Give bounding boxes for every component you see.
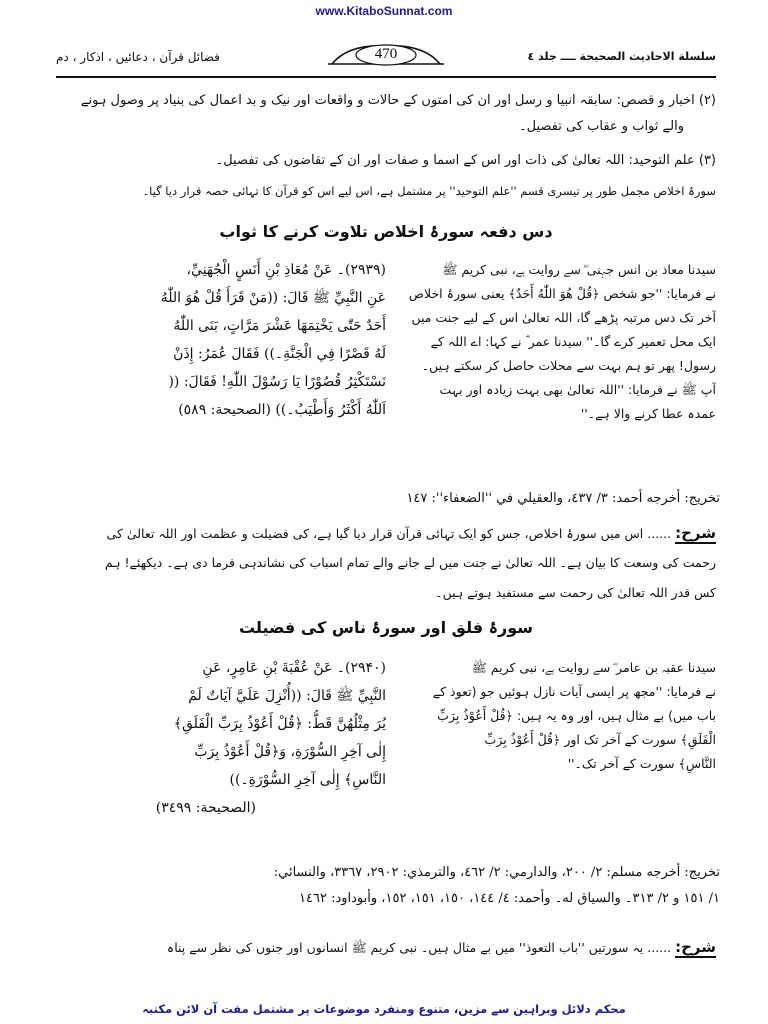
intro-item-3: (۳) علم التوحید: اللہ تعالیٰ کی ذات اور اس کے اسما و صفات اور ان کے تقاضوں کی تفصیل۔	[215, 153, 716, 168]
arabic-line: لَهُ قَصْرًا فِي الْجَنَّةِ۔)) فَقَالَ عُمَرُ: إِذَنْ	[173, 346, 386, 362]
arabic-line: عَنِ النَّبِيِّ ﷺ قَالَ: ((مَنْ قَرَأَ قُلْ هُوَ اللّٰهُ	[160, 290, 386, 306]
urdu-line: آخر تک دس مرتبہ پڑھے گا، اللہ تعالیٰ اس کے لیے جنت میں	[411, 310, 716, 325]
arabic-line: اَللّٰهُ أَكْثَرُ وَأَطْيَبُ۔)) (الصحيحة: ٥٨٩)	[178, 402, 386, 418]
arabic-line: يُرَ مِثْلُهُنَّ قَطُّ: ﴿قُلْ أَعُوْذُ بِرَبِّ الْفَلَقِ﴾	[173, 716, 386, 732]
sharh-2940-line-1	[167, 936, 716, 959]
takhrij-2940	[48, 860, 720, 912]
sharh-2939-line-1	[106, 522, 716, 545]
sharh-text: ...... اس میں سورۂ اخلاص، جس کو ایک تہائی قرآن قرار دیا گیا ہے، کی فضیلت و عظمت اور اللہ تعالیٰ کی	[106, 526, 672, 541]
header-book-title: سلسلة الاحاديث الصحيحة ــــ جلد ٤	[527, 50, 716, 63]
footer-banner[interactable]: محکم دلائل وبراہین سے مزین، متنوع ومنفرد موضوعات پر مشتمل مفت آن لائن مکتبہ	[142, 1002, 626, 1016]
arabic-line: أَحَدٌ حَتّٰى يَخْتِمَهَا عَشْرَ مَرَّاتٍ، بَنَى اللّٰهُ	[173, 318, 386, 334]
arabic-line: (۲۹۳۹)۔ عَنْ مُعَاذِ بْنِ أَنَسٍ الْجُهَنِيِّ،	[186, 262, 386, 278]
urdu-line: الْفَلَقِ﴾ سورت کے آخر تک اور ﴿قُلْ أَعُوْذُ بِرَبِّ	[484, 732, 716, 747]
header-book-section: فضائل قرآن ، دعائیں ، اذکار ، دم	[56, 50, 220, 64]
intro-item-2-line-2: والے ثواب و عقاب کی تفصیل۔	[518, 119, 684, 134]
sharh-text: ...... یہ سورتیں ''باب التعوذ'' میں بے مثال ہیں۔ نبی کریم ﷺ انسانوں اور جنوں کی نظر سے پناہ	[166, 940, 672, 955]
urdu-line: سیدنا معاذ بن انس جہنی ؓ سے روایت ہے، نبی کریم ﷺ	[442, 262, 716, 277]
intro-item-2-line-1: (۲) اخبار و قصص: سابقہ انبیا و رسل اور ان کی امتوں کے حالات و واقعات اور نیک و بد اعمال کی بنیاد پر وصول ہونے	[80, 93, 716, 108]
takhrij-2939: تخريج: أخرجه أحمد: ٣/ ٤٣٧، والعقيلي في ''الضعفاء'': ١٤٧	[406, 491, 720, 506]
arabic-line: النَّبِيِّ ﷺ قَالَ: ((أُنْزِلَ عَلَيَّ آيَاتٌ لَمْ	[188, 688, 386, 704]
urdu-line: باب میں) بے مثال ہیں، اور وہ یہ ہیں: ﴿قُلْ أَعُوْذُ بِرَبِّ	[437, 708, 716, 723]
intro-note: سورۂ اخلاص مجمل طور پر تیسری قسم ''علم التوحید'' پر مشتمل ہے، اس لیے اس کو قرآن کا تہائی حصہ قرار دیا گیا۔	[142, 184, 716, 198]
hadith-2939-arabic	[56, 256, 386, 424]
arabic-line: (الصحيحة: ٣٤٩٩)	[155, 800, 256, 816]
urdu-line: ایک محل تعمیر کرے گا۔'' سیدنا عمر ؓ نے کہا: اے اللہ کے	[430, 334, 716, 349]
urdu-line: سیدنا عقبہ بن عامر ؓ سے روایت ہے، نبی کریم ﷺ	[471, 660, 716, 675]
urdu-line: رسول! پھر تو ہم بہت سے محلات حاصل کر سکتے ہیں۔	[421, 358, 716, 373]
sharh-2939-line-2: رحمت کی وسعت کا بیان ہے۔ اللہ تعالیٰ نے جنت میں لے جانے والے تمام اسباب کی نشاندہی فرما دی ہے۔ دیکھئے! ہم	[104, 555, 716, 570]
urdu-line: النَّاسِ﴾ سورت کے آخر تک۔''	[567, 756, 716, 771]
page-number: 470	[374, 46, 398, 62]
urdu-line: عمدہ عطا کرنے والا ہے۔''	[580, 406, 716, 421]
urdu-line: نے فرمایا: ''جو شخص ﴿قُلْ هُوَ اللّٰهُ أَحَدٌ﴾ یعنی سورۂ اخلاص	[408, 286, 716, 301]
sharh-2939-line-3: کس قدر اللہ تعالیٰ کی رحمت سے مستفید ہوتے ہیں۔	[435, 585, 716, 600]
arabic-line: إِلٰى آخِرِ السُّوْرَةِ، وَ﴿قُلْ أَعُوْذُ بِرَبِّ	[194, 744, 386, 760]
urdu-line: آپ ﷺ نے فرمایا: ''اللہ تعالیٰ بھی بہت زیادہ اور بہت	[439, 382, 716, 397]
section-heading-falaq-nas: سورۂ فلق اور سورۂ ناس کی فضیلت	[238, 618, 534, 637]
hadith-2939-urdu	[396, 258, 716, 426]
takhrij-line: ١/ ١٥١ و ٢/ ٣١٣۔ والسياق له۔ وأحمد: ٤/ ١٤٤، ١٥٠، ١٥١، ١٥٢، وأبوداود: ١٤٦٢	[299, 891, 720, 906]
page-number-ornament	[328, 42, 444, 68]
sharh-label: شرح:	[675, 524, 716, 542]
takhrij-line: تخريج: أخرجه مسلم: ٢/ ٢٠٠، والدارمي: ٢/ ٤٦٢، والترمذي: ٢٩٠٢، ٣٣٦٧، والنسائي:	[273, 865, 720, 880]
urdu-line: نے فرمایا: ''مجھ پر ایسی آیات نازل ہوئیں جو (تعوذ کے	[432, 684, 716, 699]
section-heading-ikhlas: دس دفعہ سورۂ اخلاص تلاوت کرنے کا ثواب	[219, 222, 553, 241]
arabic-line: النَّاسِ﴾ إِلٰى آخِرِ السُّوْرَةِ۔))	[229, 772, 386, 788]
arabic-line: (۲۹۴۰)۔ عَنْ عُقْبَةَ بْنِ عَامِرٍ، عَنِ	[202, 660, 386, 676]
header-rule	[56, 76, 716, 78]
hadith-2940-urdu	[396, 656, 716, 776]
sharh-label: شرح:	[675, 938, 716, 956]
hadith-2940-arabic	[56, 654, 386, 822]
site-url[interactable]: www.KitaboSunnat.com	[315, 4, 453, 18]
arabic-line: نَسْتَكْثِرُ قُصُوْرًا يَا رَسُوْلَ اللّٰهِ! فَقَالَ: ((	[168, 374, 386, 390]
running-header	[56, 44, 716, 78]
